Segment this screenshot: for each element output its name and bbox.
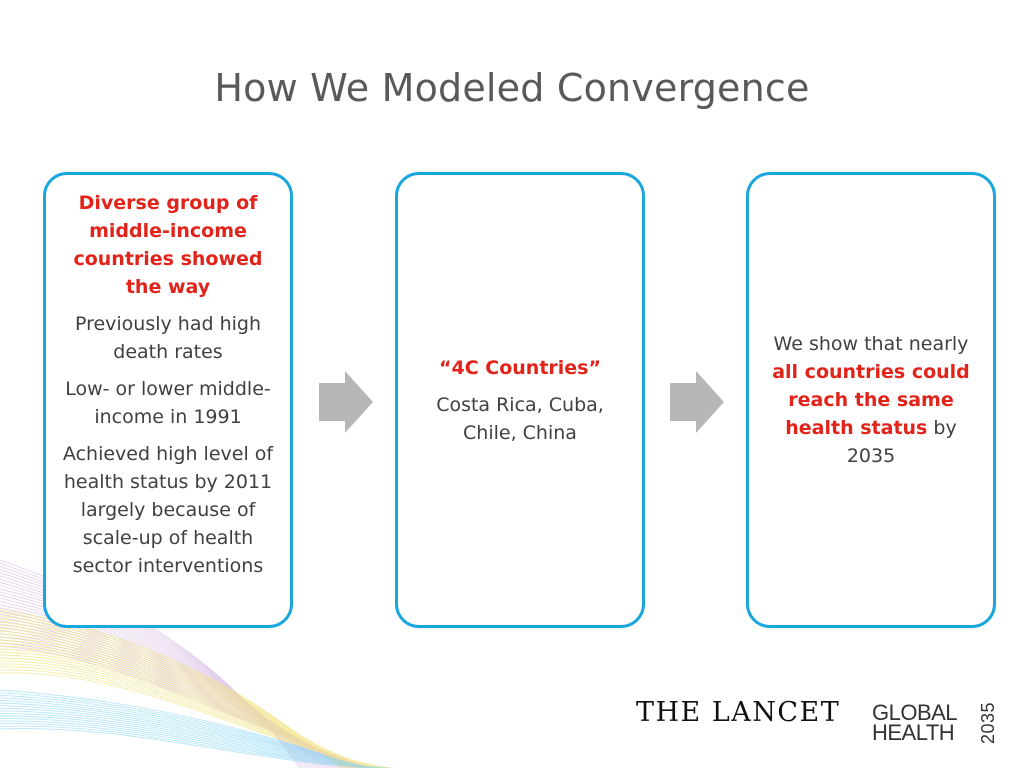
box1-heading: Diverse group of middle-income countries showed the way xyxy=(73,192,263,298)
lancet-logo: THE LANCET xyxy=(636,697,841,728)
box1-point-death-rates: Previously had high death rates xyxy=(74,313,262,363)
gh-logo-year: 2035 xyxy=(978,701,998,744)
box1-point-income-1991: Low- or lower middle-income in 1991 xyxy=(65,378,271,428)
slide-title: How We Modeled Convergence xyxy=(214,66,810,110)
box3-highlight: all countries could reach the same health status xyxy=(772,361,970,439)
right-arrow-icon xyxy=(319,371,373,433)
step-box-convergence-result xyxy=(746,172,996,628)
step-box-4c-countries xyxy=(395,172,645,628)
global-health-2035-logo xyxy=(872,700,998,748)
gh-logo-health: HEALTH xyxy=(872,720,955,745)
gh-logo-global: GLOBAL xyxy=(872,700,958,725)
box2-heading: “4C Countries” xyxy=(439,356,601,379)
right-arrow-icon xyxy=(670,371,724,433)
box3-statement xyxy=(763,330,979,470)
step-box-middle-income xyxy=(43,172,293,628)
box3-text-before: We show that nearly xyxy=(773,333,969,355)
box3-text-after: by 2035 xyxy=(846,417,957,467)
box1-point-health-status: Achieved high level of health status by 2011 largely because of scale-up of health sector interventions xyxy=(62,443,274,577)
box2-country-list: Costa Rica, Cuba, Chile, China xyxy=(436,393,604,444)
